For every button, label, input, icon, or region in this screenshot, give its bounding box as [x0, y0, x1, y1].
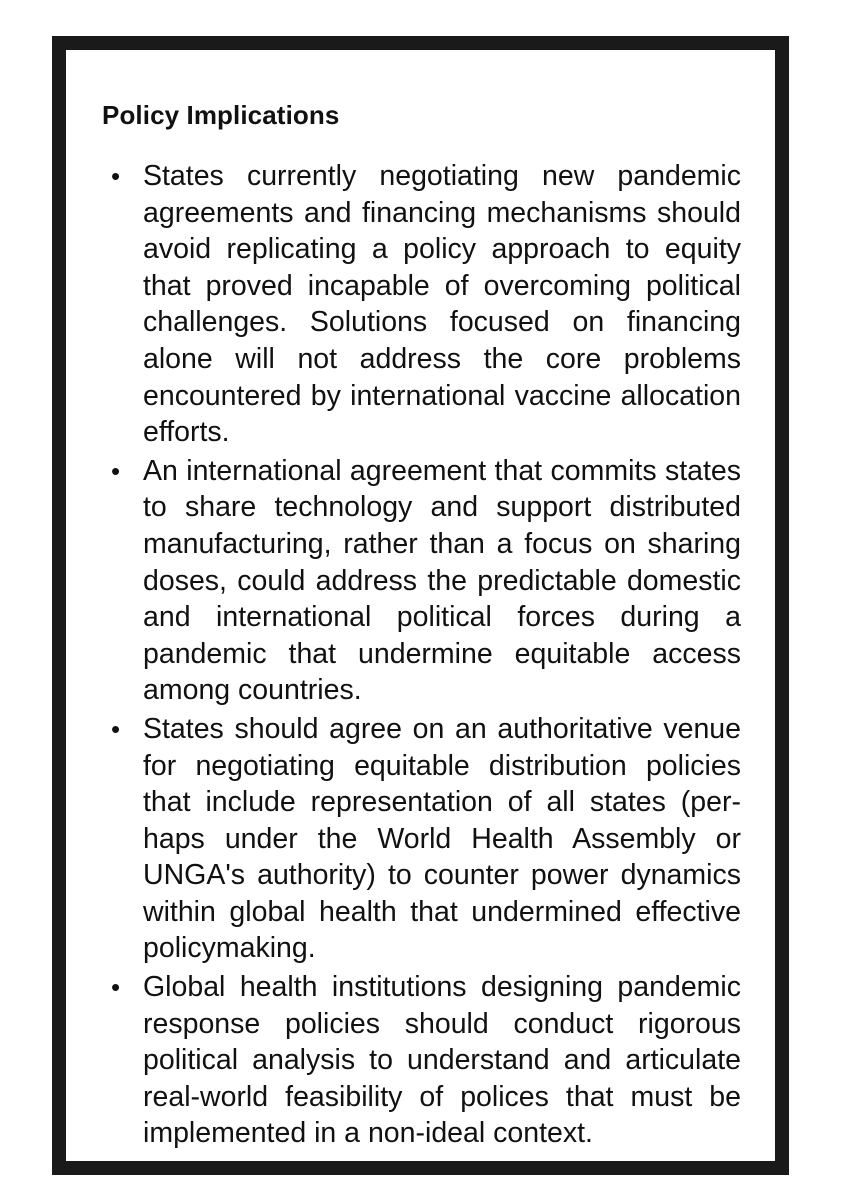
list-item-text: An international agreement that commits states to share technology and support distributed manufacturing, rather than a focus on sharing doses, could address the predictable domestic and international political forces during a pandemic that undermine equitable access among countries. — [143, 454, 741, 707]
bullet-icon: • — [111, 455, 121, 486]
list-item — [111, 969, 741, 1152]
list-item — [111, 158, 741, 451]
implications-list — [111, 158, 741, 1154]
box-title: Policy Implications — [102, 100, 340, 130]
list-item-text: Global health institutions designing pandemic response policies should conduct rigorous political analysis to understand and articulate real-world feasibility of polices that must be implemented in a non-ideal context. — [143, 971, 741, 1150]
bullet-icon: • — [111, 713, 121, 744]
list-item-text: States currently negotiating new pandemic agreements and financing mechanisms should avoid replicating a policy approach to equity that proved incapable of overcoming political challenges. Solutions focused on financing alone will not address the core problems encountered by international vaccine allocation efforts. — [143, 160, 741, 449]
bullet-icon: • — [111, 161, 121, 191]
list-item — [111, 711, 741, 967]
bullet-icon: • — [111, 972, 121, 1003]
list-item — [111, 453, 741, 709]
list-item-text: States should agree on an authoritative venue for negotiating equitable distribution policies that include representation of all states (perhaps under the World Health Assembly or UNGA's authority) to counter power dynamics within global health that undermined effective policymaking. — [143, 712, 741, 965]
policy-implications-box — [52, 36, 789, 1175]
